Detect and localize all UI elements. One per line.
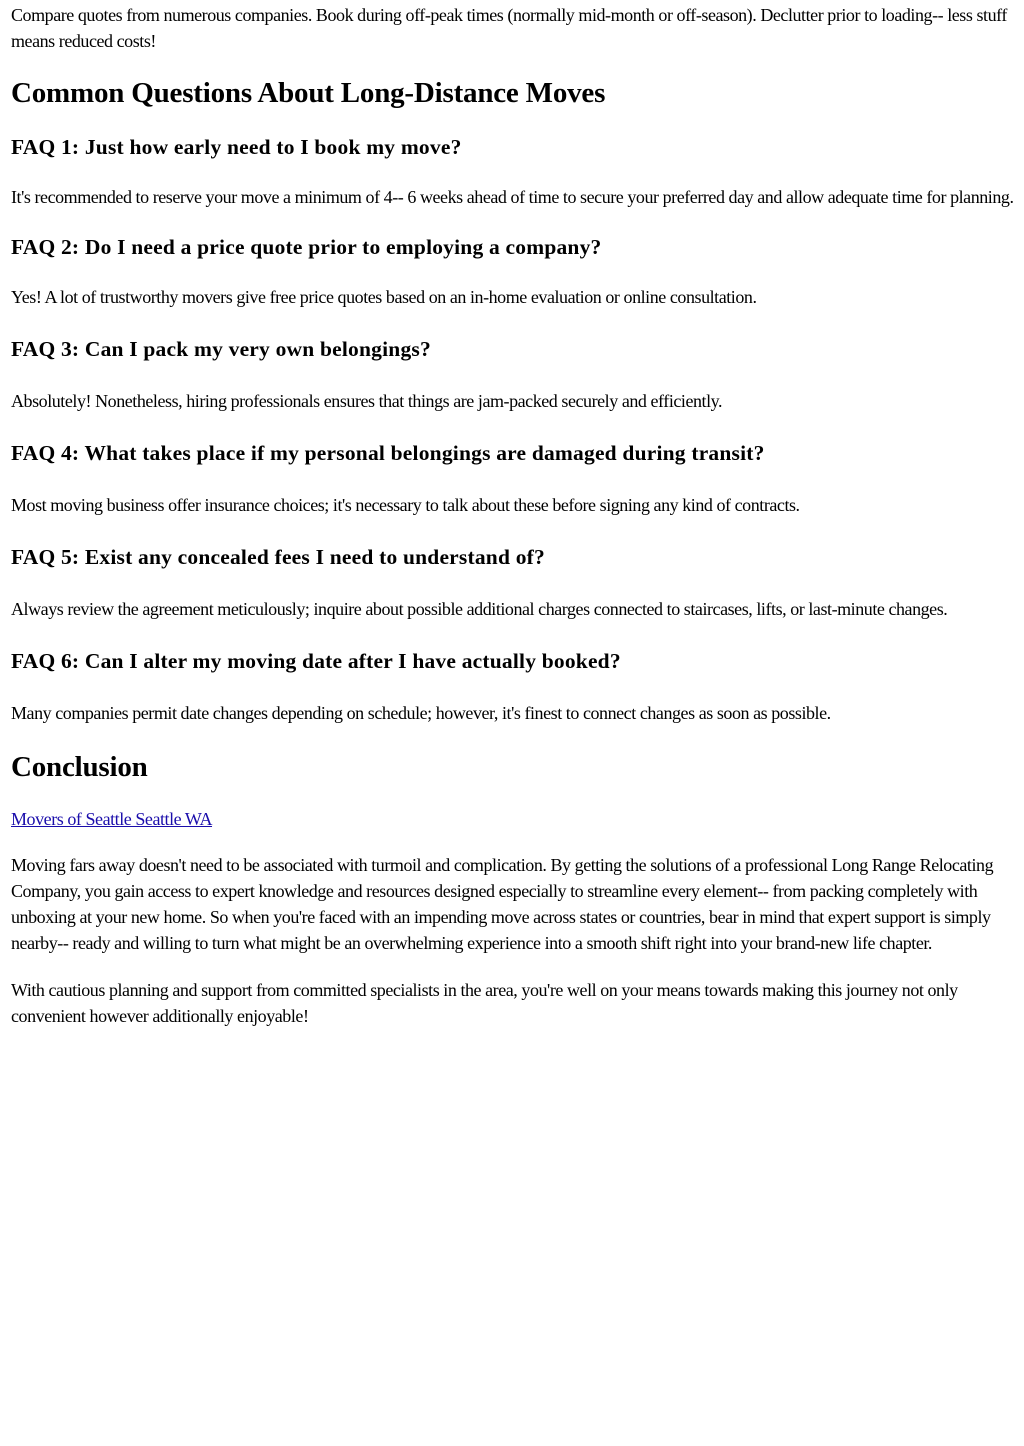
conclusion-link-line bbox=[11, 806, 1015, 832]
faq-section-heading: Common Questions About Long-Distance Moves bbox=[11, 77, 606, 109]
faq-question-4: FAQ 4: What takes place if my personal belongings are damaged during transit? bbox=[11, 441, 765, 465]
faq-question-6: FAQ 6: Can I alter my moving date after I have actually booked? bbox=[11, 649, 621, 673]
faq-answer-6: Many companies permit date changes depending on schedule; however, it's finest to connect changes as soon as possible. bbox=[11, 703, 831, 723]
conclusion-paragraph-2: With cautious planning and support from committed specialists in the area, you're well on your means towards making this journey not only convenient however additionally enjoyable! bbox=[11, 980, 958, 1026]
conclusion-paragraph-1: Moving fars away doesn't need to be associated with turmoil and complication. By getting the solutions of a professional Long Range Relocating Company, you gain access to expert knowledge and resources designed especially to streamline every element-- from packing completely with unboxing at your new home. So when you're faced with an impending move across states or countries, bear in mind that expert support is simply nearby-- ready and willing to turn what might be an overwhelming experience into a smooth shift right into your brand-new life chapter. bbox=[11, 855, 994, 953]
faq-answer-4: Most moving business offer insurance choices; it's necessary to talk about these before signing any kind of contracts. bbox=[11, 495, 800, 515]
faq-answer-3: Absolutely! Nonetheless, hiring professionals ensures that things are jam-packed securely and efficiently. bbox=[11, 391, 723, 411]
intro-paragraph: Compare quotes from numerous companies. Book during off-peak times (normally mid-month or off-season). Declutter prior to loading-- less stuff means reduced costs! bbox=[11, 5, 1007, 51]
document-body bbox=[11, 2, 1015, 1029]
faq-question-5: FAQ 5: Exist any concealed fees I need to understand of? bbox=[11, 545, 545, 569]
faq-answer-2: Yes! A lot of trustworthy movers give free price quotes based on an in-home evaluation or online consultation. bbox=[11, 287, 757, 307]
conclusion-heading: Conclusion bbox=[11, 751, 148, 783]
movers-seattle-link[interactable]: Movers of Seattle Seattle WA bbox=[11, 809, 213, 829]
faq-answer-1: It's recommended to reserve your move a minimum of 4-- 6 weeks ahead of time to secure your preferred day and allow adequate time for planning. bbox=[11, 187, 1014, 207]
faq-question-3: FAQ 3: Can I pack my very own belongings? bbox=[11, 337, 431, 361]
faq-question-1: FAQ 1: Just how early need to I book my move? bbox=[11, 135, 462, 159]
faq-answer-5: Always review the agreement meticulously; inquire about possible additional charges connected to staircases, lifts, or last-minute changes. bbox=[11, 599, 948, 619]
faq-question-2: FAQ 2: Do I need a price quote prior to employing a company? bbox=[11, 235, 602, 259]
